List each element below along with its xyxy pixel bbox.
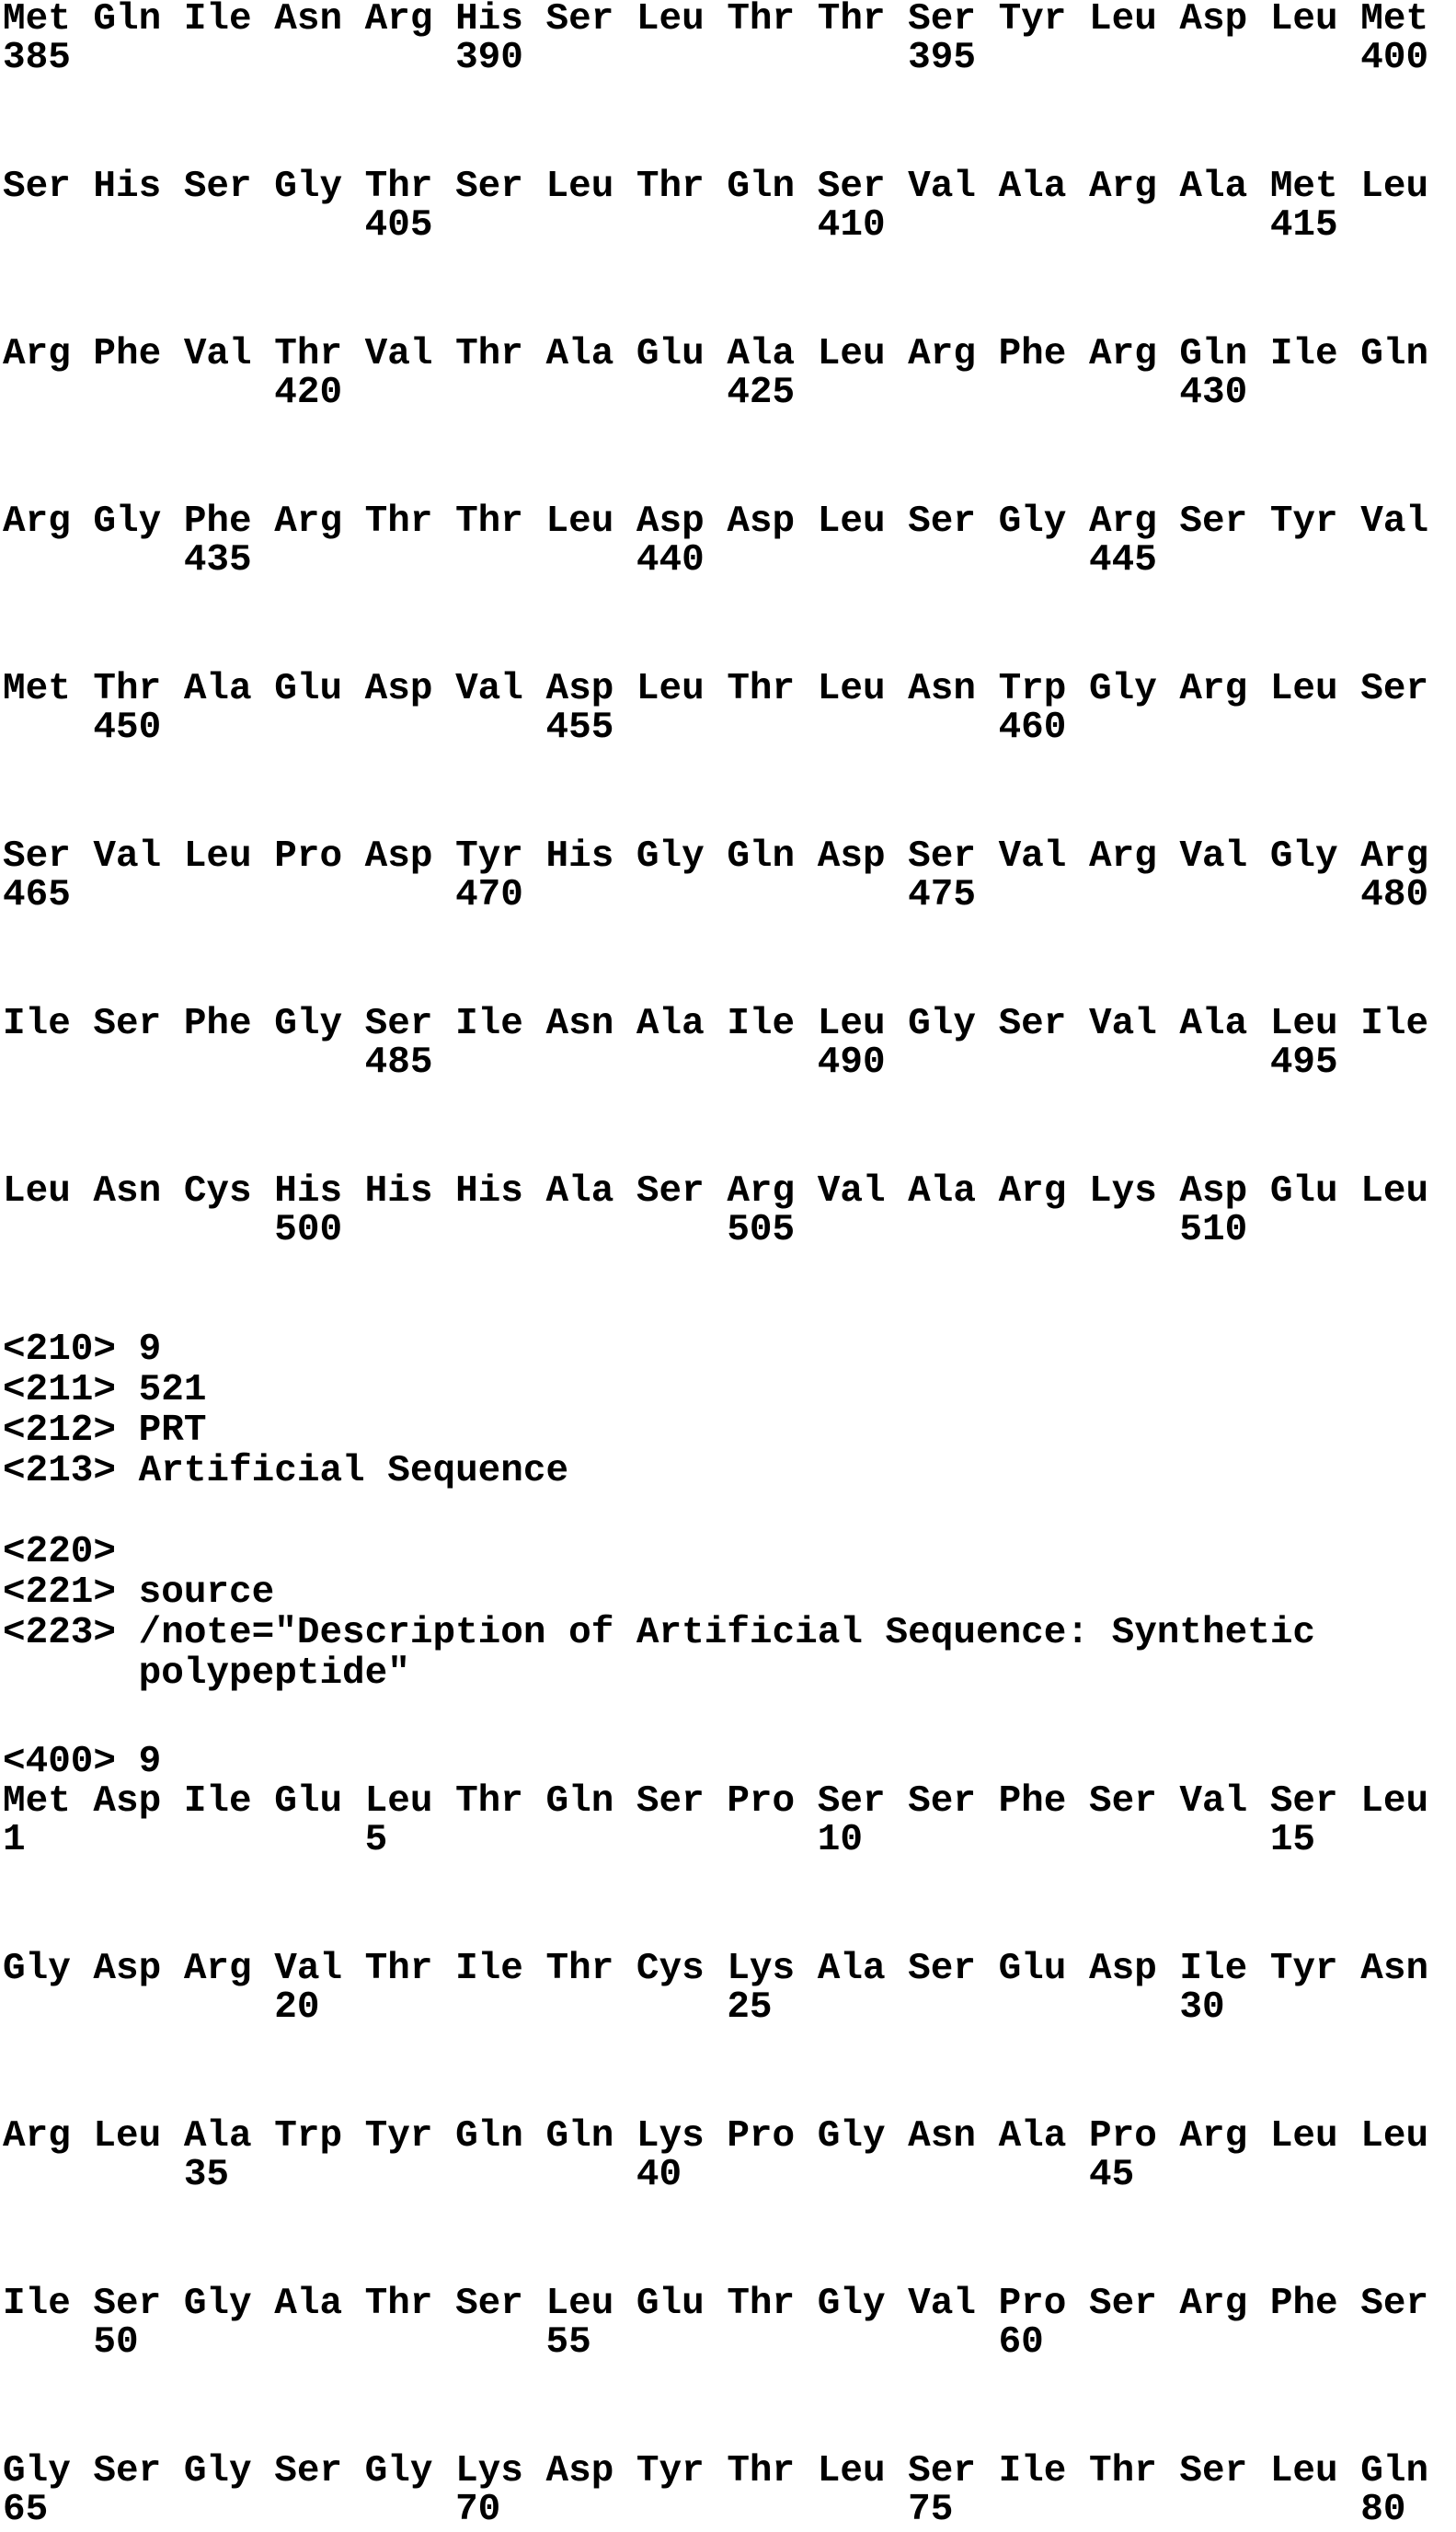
feature-note-line-2: polypeptide" [3, 1652, 410, 1695]
feature-tag: <220> [3, 1531, 117, 1573]
residue-number-line: 20 25 30 [3, 1986, 1225, 2029]
sequence-block [3, 1782, 1456, 1859]
residue-number-line: 435 440 445 [3, 539, 1157, 581]
sequence-block [3, 1950, 1456, 2027]
residue-line: Ile Ser Phe Gly Ser Ile Asn Ala Ile Leu Gly Ser Val Ala Leu Ile [3, 1003, 1429, 1045]
residue-number-line: 405 410 415 [3, 204, 1338, 247]
residue-line: Gly Asp Arg Val Thr Ile Thr Cys Lys Ala Ser Glu Asp Ile Tyr Asn [3, 1948, 1429, 1990]
numeric-identifier-tag: <210> 9 [3, 1329, 162, 1371]
residue-number-line: 50 55 60 [3, 2321, 1044, 2364]
sequence-block [3, 670, 1456, 747]
residue-number-line: 385 390 395 400 [3, 37, 1429, 79]
residue-line: Leu Asn Cys His His His Ala Ser Arg Val Ala Arg Lys Asp Glu Leu [3, 1170, 1429, 1213]
residue-line: Ser His Ser Gly Thr Ser Leu Thr Gln Ser Val Ala Arg Ala Met Leu [3, 166, 1429, 208]
sequence-length-tag: <211> 521 [3, 1369, 207, 1411]
sequence-8-continuation-blocks [3, 0, 1456, 1249]
residue-line: Arg Phe Val Thr Val Thr Ala Glu Ala Leu Arg Phe Arg Gln Ile Gln [3, 333, 1429, 375]
residue-line: Arg Leu Ala Trp Tyr Gln Gln Lys Pro Gly Asn Ala Pro Arg Leu Leu [3, 2115, 1429, 2158]
sequence-9-header [3, 1329, 1456, 1782]
residue-number-line: 420 425 430 [3, 372, 1248, 414]
sequence-block [3, 2117, 1456, 2194]
residue-line: Ser Val Leu Pro Asp Tyr His Gly Gln Asp Ser Val Arg Val Gly Arg [3, 835, 1429, 878]
sequence-block [3, 1005, 1456, 1082]
blank-line [3, 1491, 1456, 1532]
sequence-block [3, 2452, 1456, 2529]
residue-number-line: 65 70 75 80 [3, 2489, 1406, 2531]
residue-line: Gly Ser Gly Ser Gly Lys Asp Tyr Thr Leu Ser Ile Thr Ser Leu Gln [3, 2450, 1429, 2492]
residue-number-line: 1 5 10 15 [3, 1819, 1316, 1861]
organism-tag: <213> Artificial Sequence [3, 1450, 569, 1492]
sequence-block [3, 2285, 1456, 2362]
sequence-type-tag: <212> PRT [3, 1410, 207, 1452]
sequence-block [3, 502, 1456, 580]
residue-line: Met Thr Ala Glu Asp Val Asp Leu Thr Leu Asn Trp Gly Arg Leu Ser [3, 668, 1429, 710]
feature-key-tag: <221> source [3, 1571, 275, 1614]
residue-line: Ile Ser Gly Ala Thr Ser Leu Glu Thr Gly Val Pro Ser Arg Phe Ser [3, 2283, 1429, 2325]
blank-line [3, 1694, 1456, 1742]
sequence-data-tag: <400> 9 [3, 1741, 162, 1783]
sequence-block [3, 335, 1456, 412]
residue-line: Arg Gly Phe Arg Thr Thr Leu Asp Asp Leu Ser Gly Arg Ser Tyr Val [3, 501, 1429, 543]
residue-number-line: 500 505 510 [3, 1209, 1248, 1251]
sequence-block [3, 1172, 1456, 1249]
feature-note-line-1: <223> /note="Description of Artificial Sequence: Synthetic [3, 1612, 1316, 1654]
sequence-block [3, 837, 1456, 915]
residue-number-line: 465 470 475 480 [3, 874, 1429, 916]
sequence-9-blocks [3, 1782, 1456, 2529]
sequence-block [3, 167, 1456, 245]
residue-number-line: 35 40 45 [3, 2154, 1135, 2196]
residue-line: Met Asp Ile Glu Leu Thr Gln Ser Pro Ser Ser Phe Ser Val Ser Leu [3, 1780, 1429, 1823]
residue-number-line: 450 455 460 [3, 707, 1067, 749]
residue-number-line: 485 490 495 [3, 1042, 1338, 1084]
sequence-block [3, 0, 1456, 77]
residue-line: Met Gln Ile Asn Arg His Ser Leu Thr Thr Ser Tyr Leu Asp Leu Met [3, 0, 1429, 40]
